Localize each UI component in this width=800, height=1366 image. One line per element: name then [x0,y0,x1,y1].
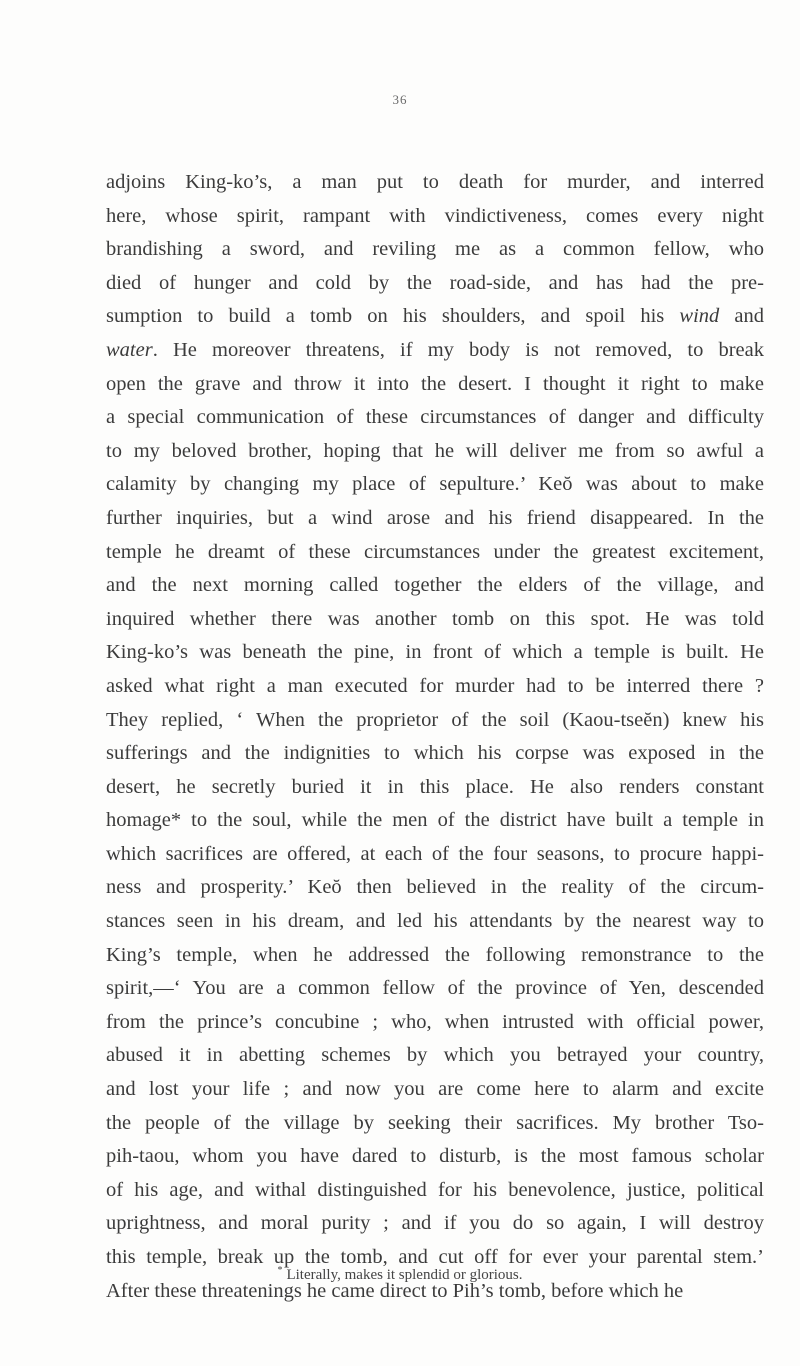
text-line-italic-wind [106,300,764,334]
text-line: asked what right a man executed for murder had to be interred there ? [106,674,764,697]
text-line: open the grave and throw it into the desert. I thought it right to make [106,372,764,395]
text-line: died of hunger and cold by the road-side, and has had the pre- [106,271,764,294]
text-line: the people of the village by seeking their sacrifices. My brother Tso- [106,1111,764,1134]
text-segment: sumption to build a tomb on his shoulders, and spoil his [106,305,680,328]
footnote-text: Literally, makes it splendid or glorious. [286,1267,523,1283]
text-line: here, whose spirit, rampant with vindictiveness, comes every night [106,204,764,227]
text-line: They replied, ‘ When the proprietor of the soil (Kaou-tseĕn) knew his [106,708,764,731]
text-line: inquired whether there was another tomb on this spot. He was told [106,607,764,630]
footnote [0,1265,800,1284]
text-line: brandishing a sword, and reviling me as a common fellow, who [106,238,764,261]
footnote-mark: * [277,1265,283,1276]
italic-term-water: water [106,338,153,361]
text-line: King-ko’s was beneath the pine, in front of which a temple is built. He [106,641,764,664]
text-line: sufferings and the indignities to which his corpse was exposed in the [106,742,764,765]
text-line: from the prince’s concubine ; who, when intrusted with official power, [106,1010,764,1033]
text-line-italic-water [106,334,764,368]
text-line: King’s temple, when he addressed the following remonstrance to the [106,943,764,966]
text-line: to my beloved brother, hoping that he will deliver me from so awful a [106,439,764,462]
text-line: After these threatenings he came direct to Pih’s tomb, before which he [106,1279,684,1302]
text-line: uprightness, and moral purity ; and if you do so again, I will destroy [106,1212,764,1235]
text-line: pih-taou, whom you have dared to disturb, is the most famous scholar [106,1145,764,1168]
text-line: stances seen in his dream, and led his attendants by the nearest way to [106,910,764,933]
text-line: this temple, break up the tomb, and cut off for ever your parental stem.’ [106,1246,764,1268]
text-line: spirit,—‘ You are a common fellow of the province of Yen, descended [106,977,764,1000]
body-text [106,166,764,1308]
text-line: desert, he secretly buried it in this place. He also renders constant [106,775,764,798]
page-number: 36 [392,92,408,107]
text-line: adjoins King-ko’s, a man put to death for murder, and interred [106,171,764,193]
text-segment: and [719,305,764,328]
text-line: calamity by changing my place of sepulture.’ Keŏ was about to make [106,473,764,496]
italic-term-wind: wind [679,305,720,328]
text-line: a special communication of these circumstances of danger and difficulty [106,406,764,429]
text-line: and the next morning called together the elders of the village, and [106,574,764,597]
text-line: further inquiries, but a wind arose and his friend disappeared. In the [106,506,764,529]
text-line: of his age, and withal distinguished for his benevolence, justice, political [106,1178,764,1201]
text-line: abused it in abetting schemes by which you betrayed your country, [106,1044,764,1067]
text-line: ness and prosperity.’ Keŏ then believed in the reality of the circum- [106,876,764,899]
text-line: and lost your life ; and now you are come here to alarm and excite [106,1078,764,1101]
text-line: homage* to the soul, while the men of the district have built a temple in [106,809,764,832]
text-line: which sacrifices are offered, at each of the four seasons, to procure happi- [106,842,764,865]
text-segment: . He moreover threatens, if my body is not removed, to break [152,338,764,361]
text-line: temple he dreamt of these circumstances under the greatest excitement, [106,540,764,563]
